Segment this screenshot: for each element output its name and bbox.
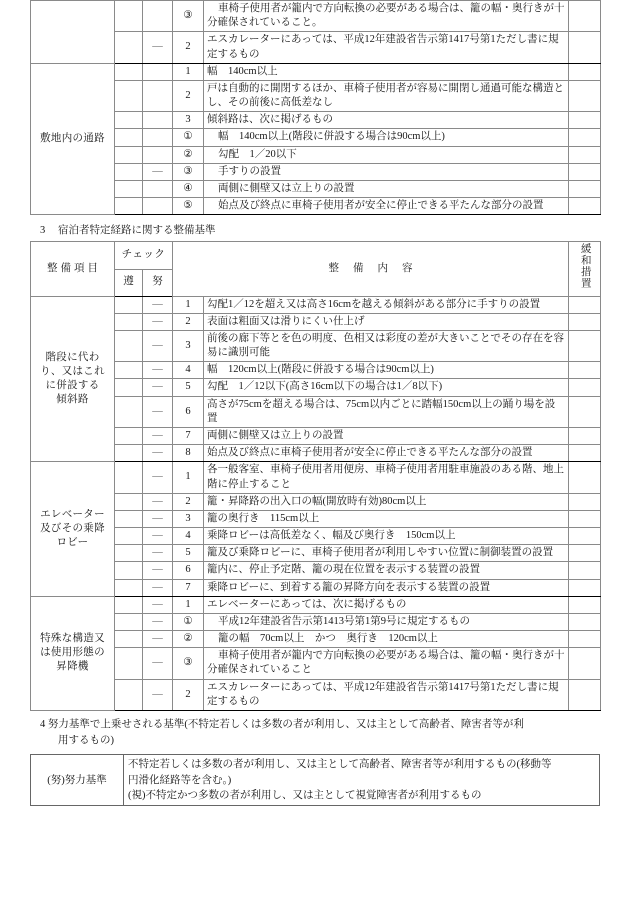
table-row xyxy=(31,755,600,806)
relax-measure-cell[interactable] xyxy=(569,362,601,379)
row-number-cell: ③ xyxy=(173,1,204,32)
section-4-caption xyxy=(0,717,630,749)
check-do-cell[interactable]: — xyxy=(143,32,173,63)
row-number-cell: 2 xyxy=(173,493,204,510)
table-effort-standard xyxy=(30,754,600,806)
check-jun-cell[interactable] xyxy=(115,545,143,562)
check-do-cell[interactable] xyxy=(143,180,173,197)
table-row xyxy=(31,180,601,197)
row-number-cell: 1 xyxy=(173,462,204,493)
section-4-title-line2: 用するもの) xyxy=(58,734,114,746)
table-row xyxy=(31,129,601,146)
header-check-do: 努 xyxy=(143,269,173,296)
check-do-cell[interactable] xyxy=(143,198,173,215)
check-do-cell[interactable]: — xyxy=(143,545,173,562)
row-number-cell: 2 xyxy=(173,80,204,111)
row-number-cell: 5 xyxy=(173,379,204,396)
table-effort-standard-body xyxy=(31,755,600,806)
check-jun-cell[interactable] xyxy=(115,596,143,613)
check-do-cell[interactable]: — xyxy=(143,313,173,330)
table-row xyxy=(31,462,601,493)
section-4-title-line1: 努力基準で上乗せされる基準(不特定若しくは多数の者が利用し、又は主として高齢者、障害者等が利 xyxy=(47,718,524,730)
relax-measure-cell[interactable] xyxy=(569,163,601,180)
effort-body-line1: 不特定若しくは多数の者が利用し、又は主として高齢者、障害者等が利用するもの(移動等 xyxy=(128,759,552,771)
row-number-cell: 6 xyxy=(173,562,204,579)
check-do-cell[interactable]: — xyxy=(143,648,173,679)
relax-measure-cell[interactable] xyxy=(569,63,601,80)
relax-measure-cell[interactable] xyxy=(569,180,601,197)
table-site-path-body xyxy=(31,1,601,215)
table-row xyxy=(31,80,601,111)
row-number-cell: 4 xyxy=(173,362,204,379)
row-number-cell: 5 xyxy=(173,545,204,562)
table-row xyxy=(31,112,601,129)
check-do-cell[interactable]: — xyxy=(143,562,173,579)
item-label-special-lift xyxy=(31,596,115,710)
table-row xyxy=(31,396,601,427)
check-jun-cell[interactable] xyxy=(115,396,143,427)
relax-measure-cell[interactable] xyxy=(569,112,601,129)
header-relax-measure xyxy=(569,242,601,296)
relax-measure-cell[interactable] xyxy=(569,129,601,146)
check-jun-cell[interactable] xyxy=(115,631,143,648)
relax-measure-cell[interactable] xyxy=(569,462,601,493)
check-do-cell[interactable]: — xyxy=(143,296,173,313)
table-row xyxy=(31,32,601,63)
row-number-cell: 2 xyxy=(173,679,204,710)
relax-measure-cell[interactable] xyxy=(569,330,601,361)
section-3-caption xyxy=(0,223,630,238)
item-label-elevator xyxy=(31,462,115,596)
check-do-cell[interactable] xyxy=(143,129,173,146)
check-jun-cell[interactable] xyxy=(115,129,143,146)
check-jun-cell[interactable] xyxy=(115,112,143,129)
item-label-line: 及びその乗降 xyxy=(40,522,105,534)
check-do-cell[interactable]: — xyxy=(143,163,173,180)
row-number-cell: 8 xyxy=(173,445,204,462)
check-do-cell[interactable]: — xyxy=(143,462,173,493)
row-content-cell: 前後の廊下等とを色の明度、色相又は彩度の差が大きいことでその存在を容易に識別可能 xyxy=(204,330,569,361)
item-label-line: 特殊な構造又 xyxy=(40,633,105,645)
row-number-cell: 3 xyxy=(173,330,204,361)
item-label-site-path: 敷地内の通路 xyxy=(31,63,115,215)
row-number-cell: 7 xyxy=(173,428,204,445)
check-do-cell[interactable]: — xyxy=(143,396,173,427)
check-jun-cell[interactable] xyxy=(115,32,143,63)
check-do-cell[interactable]: — xyxy=(143,679,173,710)
check-do-cell[interactable] xyxy=(143,80,173,111)
table-header-row xyxy=(31,242,601,269)
item-label-line: に併設する xyxy=(45,379,100,391)
row-number-cell: ⑤ xyxy=(173,198,204,215)
header-check-jun: 遵 xyxy=(115,269,143,296)
check-jun-cell[interactable] xyxy=(115,462,143,493)
relax-measure-cell[interactable] xyxy=(569,613,601,630)
check-do-cell[interactable]: — xyxy=(143,330,173,361)
row-content-cell: 傾斜路は、次に掲げるもの xyxy=(204,112,569,129)
table-row xyxy=(31,445,601,462)
check-jun-cell[interactable] xyxy=(115,163,143,180)
row-content-cell: 籠・昇降路の出入口の幅(開放時有効)80cm以上 xyxy=(204,493,569,510)
row-content-cell: 車椅子使用者が籠内で方向転換の必要がある場合は、籠の幅・奥行きが十分確保されていること。 xyxy=(204,1,569,32)
check-jun-cell[interactable] xyxy=(115,198,143,215)
table-row xyxy=(31,163,601,180)
row-content-cell: 籠内に、停止予定階、籠の現在位置を表示する装置の設置 xyxy=(204,562,569,579)
relax-measure-cell[interactable] xyxy=(569,296,601,313)
row-content-cell: 両側に側壁又は立上りの設置 xyxy=(204,180,569,197)
relax-measure-cell[interactable] xyxy=(569,648,601,679)
row-number-cell: 1 xyxy=(173,596,204,613)
check-jun-cell[interactable] xyxy=(115,493,143,510)
relax-measure-cell[interactable] xyxy=(569,679,601,710)
effort-standard-body xyxy=(124,755,600,806)
row-number-cell: ③ xyxy=(173,648,204,679)
table-row xyxy=(31,428,601,445)
relax-measure-cell[interactable] xyxy=(569,32,601,63)
check-jun-cell[interactable] xyxy=(115,528,143,545)
relax-measure-cell[interactable] xyxy=(569,445,601,462)
row-content-cell: 始点及び終点に車椅子使用者が安全に停止できる平たんな部分の設置 xyxy=(204,198,569,215)
table-row xyxy=(31,493,601,510)
table-row xyxy=(31,379,601,396)
check-jun-cell[interactable] xyxy=(115,296,143,313)
row-content-cell: 勾配1／12を超え又は高さ16cmを越える傾斜がある部分に手すりの設置 xyxy=(204,296,569,313)
row-content-cell: エスカレーターにあっては、平成12年建設省告示第1417号第1ただし書に規定するもの xyxy=(204,679,569,710)
relax-measure-cell[interactable] xyxy=(569,545,601,562)
check-do-cell[interactable]: — xyxy=(143,379,173,396)
check-do-cell[interactable]: — xyxy=(143,510,173,527)
check-jun-cell[interactable] xyxy=(115,313,143,330)
table-row xyxy=(31,146,601,163)
item-label-line: り、又はこれ xyxy=(40,365,105,377)
relax-measure-cell[interactable] xyxy=(569,80,601,111)
check-jun-cell[interactable] xyxy=(115,146,143,163)
check-do-cell[interactable] xyxy=(143,1,173,32)
row-number-cell: 1 xyxy=(173,296,204,313)
check-jun-cell[interactable] xyxy=(115,579,143,596)
table-row xyxy=(31,1,601,32)
table-row xyxy=(31,510,601,527)
row-content-cell: 高さが75cmを超える場合は、75cm以内ごとに踏幅150cm以上の踊り場を設置 xyxy=(204,396,569,427)
effort-body-line2: 円滑化経路等を含む。) xyxy=(128,774,232,786)
table-row xyxy=(31,545,601,562)
row-number-cell: 1 xyxy=(173,63,204,80)
relax-measure-cell[interactable] xyxy=(569,146,601,163)
relax-measure-cell[interactable] xyxy=(569,428,601,445)
section-3-number: 3 xyxy=(40,225,46,237)
row-content-cell: 両側に側壁又は立上りの設置 xyxy=(204,428,569,445)
row-content-cell: 乗降ロビーに、到着する籠の昇降方向を表示する装置の設置 xyxy=(204,579,569,596)
table-site-path xyxy=(30,0,601,215)
check-jun-cell[interactable] xyxy=(115,80,143,111)
row-content-cell: 幅 120cm以上(階段に併設する場合は90cm以上) xyxy=(204,362,569,379)
row-content-cell: 勾配 1／12以下(高さ16cm以下の場合は1／8以下) xyxy=(204,379,569,396)
check-do-cell[interactable]: — xyxy=(143,528,173,545)
check-jun-cell[interactable] xyxy=(115,180,143,197)
check-do-cell[interactable]: — xyxy=(143,631,173,648)
row-number-cell: ① xyxy=(173,613,204,630)
row-content-cell: 表面は粗面又は滑りにくい仕上げ xyxy=(204,313,569,330)
section-3-title: 宿泊者特定経路に関する整備基準 xyxy=(58,225,216,237)
check-jun-cell[interactable] xyxy=(115,679,143,710)
row-content-cell: 始点及び終点に車椅子使用者が安全に停止できる平たんな部分の設置 xyxy=(204,445,569,462)
check-do-cell[interactable] xyxy=(143,63,173,80)
check-do-cell[interactable]: — xyxy=(143,579,173,596)
relax-measure-cell[interactable] xyxy=(569,379,601,396)
relax-measure-cell[interactable] xyxy=(569,596,601,613)
item-label-line: 階段に代わ xyxy=(45,351,100,363)
table-row xyxy=(31,528,601,545)
row-content-cell: エスカレーターにあっては、平成12年建設省告示第1417号第1ただし書に規定するもの xyxy=(204,32,569,63)
header-item: 整備項目 xyxy=(31,242,115,296)
relax-measure-cell[interactable] xyxy=(569,528,601,545)
table-row xyxy=(31,198,601,215)
check-jun-cell[interactable] xyxy=(115,613,143,630)
relax-measure-cell[interactable] xyxy=(569,1,601,32)
table-row xyxy=(31,562,601,579)
check-jun-cell[interactable] xyxy=(115,379,143,396)
check-do-cell[interactable]: — xyxy=(143,596,173,613)
row-number-cell: ② xyxy=(173,631,204,648)
row-content-cell: 手すりの設置 xyxy=(204,163,569,180)
check-jun-cell[interactable] xyxy=(115,330,143,361)
item-label-line: ロビー xyxy=(56,537,89,549)
table-row xyxy=(31,579,601,596)
check-do-cell[interactable]: — xyxy=(143,428,173,445)
row-content-cell: 平成12年建設省告示第1413号第1第9号に規定するもの xyxy=(204,613,569,630)
check-jun-cell[interactable] xyxy=(115,63,143,80)
check-do-cell[interactable]: — xyxy=(143,613,173,630)
item-label-line: 昇降機 xyxy=(56,661,89,673)
check-jun-cell[interactable] xyxy=(115,445,143,462)
check-jun-cell[interactable] xyxy=(115,362,143,379)
check-do-cell[interactable] xyxy=(143,112,173,129)
table-guest-route-body xyxy=(31,242,601,710)
row-number-cell: 3 xyxy=(173,510,204,527)
table-row xyxy=(31,613,601,630)
item-label-line: エレベーター xyxy=(40,508,105,520)
check-do-cell[interactable]: — xyxy=(143,445,173,462)
check-do-cell[interactable]: — xyxy=(143,493,173,510)
relax-measure-cell[interactable] xyxy=(569,493,601,510)
item-label-line: は使用形態の xyxy=(40,647,105,659)
item-label-cell-empty xyxy=(31,1,115,64)
row-content-cell: 幅 140cm以上(階段に併設する場合は90cm以上) xyxy=(204,129,569,146)
table-row xyxy=(31,313,601,330)
relax-measure-cell[interactable] xyxy=(569,562,601,579)
relax-measure-cell[interactable] xyxy=(569,579,601,596)
check-jun-cell[interactable] xyxy=(115,1,143,32)
header-relax-measure-label: 緩和措置 xyxy=(579,243,591,290)
item-label-ramp xyxy=(31,296,115,462)
header-content: 整備内容 xyxy=(173,242,569,296)
row-content-cell: エレベーターにあっては、次に掲げるもの xyxy=(204,596,569,613)
relax-measure-cell[interactable] xyxy=(569,396,601,427)
row-number-cell: 2 xyxy=(173,313,204,330)
table-row xyxy=(31,596,601,613)
row-content-cell: 車椅子使用者が籠内で方向転換の必要がある場合は、籠の幅・奥行きが十分確保されていること xyxy=(204,648,569,679)
table-row xyxy=(31,296,601,313)
row-number-cell: 6 xyxy=(173,396,204,427)
row-number-cell: 7 xyxy=(173,579,204,596)
row-content-cell: 籠及び乗降ロビーに、車椅子使用者が利用しやすい位置に制御装置の設置 xyxy=(204,545,569,562)
relax-measure-cell[interactable] xyxy=(569,510,601,527)
table-row xyxy=(31,679,601,710)
table-row xyxy=(31,631,601,648)
table-row xyxy=(31,330,601,361)
row-number-cell: 3 xyxy=(173,112,204,129)
row-number-cell: ④ xyxy=(173,180,204,197)
row-content-cell: 乗降ロビーは高低差なく、幅及び奥行き 150cm以上 xyxy=(204,528,569,545)
check-do-cell[interactable] xyxy=(143,146,173,163)
section-4-number: 4 xyxy=(40,718,46,730)
header-check: チェック xyxy=(115,242,173,269)
relax-measure-cell[interactable] xyxy=(569,631,601,648)
row-content-cell: 勾配 1／20以下 xyxy=(204,146,569,163)
row-number-cell: ③ xyxy=(173,163,204,180)
table-row xyxy=(31,63,601,80)
table-row xyxy=(31,362,601,379)
row-content-cell: 幅 140cm以上 xyxy=(204,63,569,80)
row-content-cell: 籠の奥行き 115cm以上 xyxy=(204,510,569,527)
row-content-cell: 戸は自動的に開閉するほか、車椅子使用者が容易に開閉し通過可能な構造とし、その前後に高低差なし xyxy=(204,80,569,111)
table-row xyxy=(31,648,601,679)
table-guest-route xyxy=(30,241,601,710)
check-jun-cell[interactable] xyxy=(115,510,143,527)
row-content-cell: 籠の幅 70cm以上 かつ 奥行き 120cm以上 xyxy=(204,631,569,648)
check-do-cell[interactable]: — xyxy=(143,362,173,379)
item-label-line: 傾斜路 xyxy=(56,394,89,406)
relax-measure-cell[interactable] xyxy=(569,313,601,330)
row-number-cell: 2 xyxy=(173,32,204,63)
check-jun-cell[interactable] xyxy=(115,428,143,445)
effort-body-line3: (視)不特定かつ多数の者が利用し、又は主として視覚障害者が利用するもの xyxy=(128,789,482,801)
row-number-cell: ② xyxy=(173,146,204,163)
row-number-cell: ① xyxy=(173,129,204,146)
row-number-cell: 4 xyxy=(173,528,204,545)
check-jun-cell[interactable] xyxy=(115,562,143,579)
check-jun-cell[interactable] xyxy=(115,648,143,679)
effort-standard-label: (努)努力基準 xyxy=(31,755,124,806)
relax-measure-cell[interactable] xyxy=(569,198,601,215)
row-content-cell: 各一般客室、車椅子使用者用便房、車椅子使用者用駐車施設のある階、地上階に停止すること xyxy=(204,462,569,493)
